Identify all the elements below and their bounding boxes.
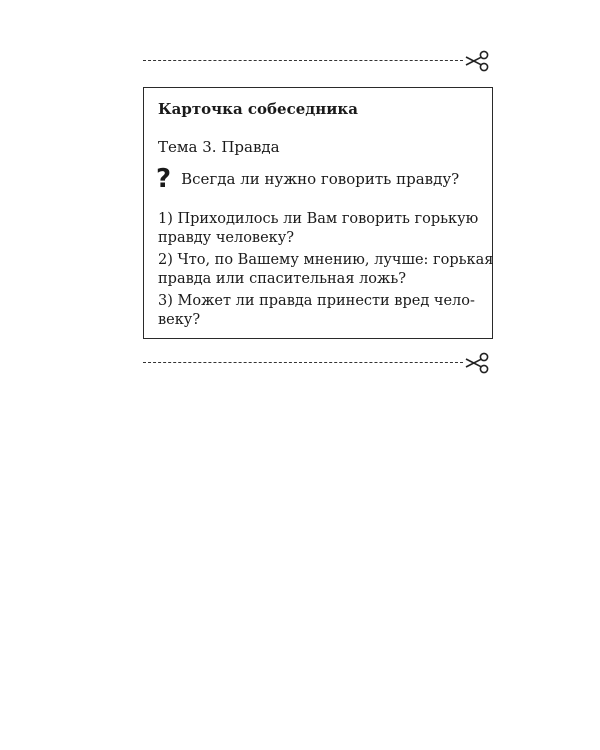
sub-question-line: 1) Приходилось ли Вам говорить горькую — [158, 211, 479, 227]
dashed-line — [143, 60, 463, 61]
sub-question-line: 3) Может ли правда принести вред чело- — [158, 293, 475, 309]
sub-question-1 — [158, 210, 483, 248]
card-topic: Тема 3. Правда — [158, 138, 280, 156]
sub-question-line: правду человеку? — [158, 230, 295, 246]
cut-line-bottom — [143, 352, 495, 374]
scissors-icon — [463, 50, 491, 72]
sub-question-line: правда или спасительная ложь? — [158, 271, 407, 287]
main-question: Всегда ли нужно говорить правду? — [181, 170, 460, 188]
sub-question-line: веку? — [158, 312, 201, 328]
main-question-row — [156, 164, 459, 194]
sub-questions-list — [158, 210, 494, 333]
sub-question-line: 2) Что, по Вашему мнению, лучше: горькая — [158, 252, 494, 268]
sub-question-2 — [158, 251, 494, 289]
card-title: Карточка собеседника — [158, 100, 358, 118]
sub-question-3 — [158, 292, 483, 330]
interlocutor-card — [143, 87, 493, 339]
question-mark-icon: ? — [156, 164, 172, 194]
cut-line-top — [143, 50, 495, 72]
dashed-line — [143, 362, 463, 363]
scissors-icon — [463, 352, 491, 374]
